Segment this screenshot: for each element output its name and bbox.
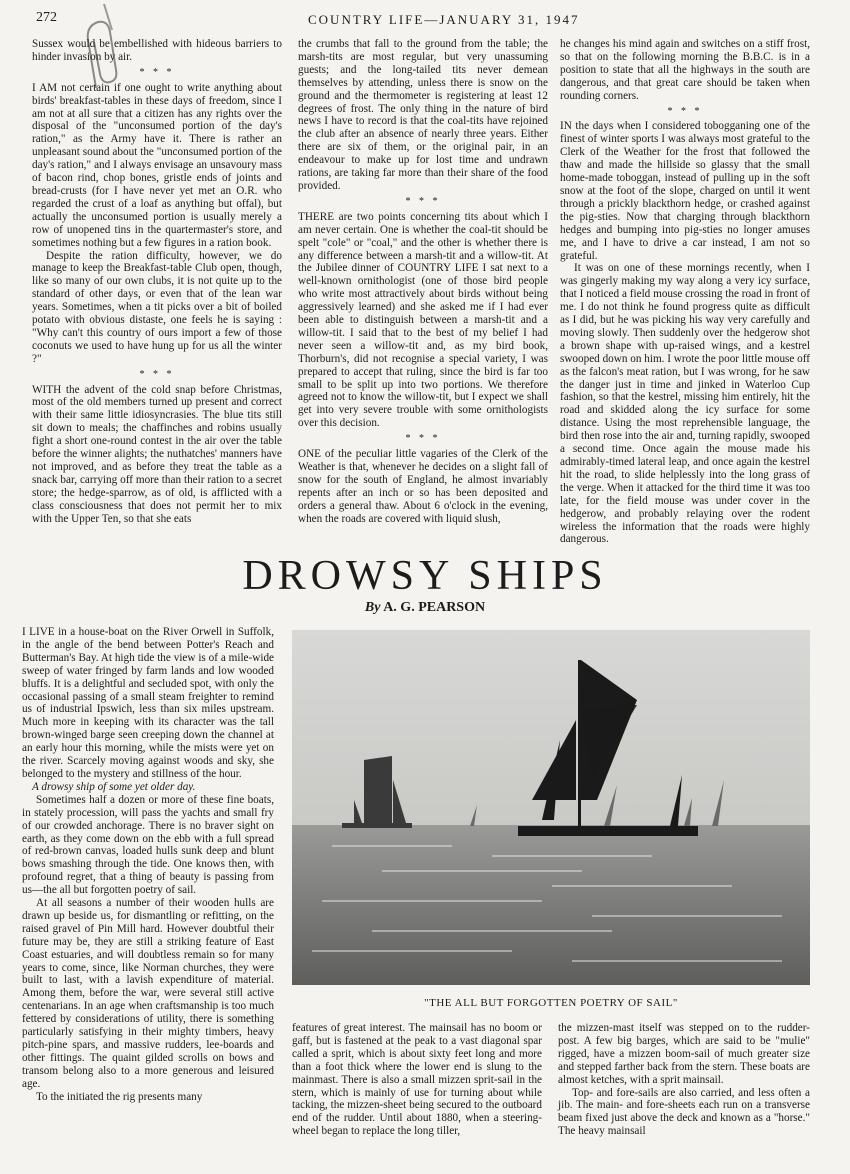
top-column-2 [298, 38, 548, 526]
section-break: * * * [667, 105, 703, 117]
paragraph: the mizzen-mast itself was stepped on to the rudder-post. A few big barges, which are said to be "mulie" rigged, have a mizzen boom-sail of much greater size and stepped farther back from the stern. These boats are almost ketches, with a sprit mainsail. [558, 1022, 810, 1086]
article-column-1 [22, 626, 274, 1146]
paragraph: I LIVE in a house-boat on the River Orwell in Suffolk, in the angle of the bend between Potter's Reach and Butterman's Bay. At high tide the view is of a mile-wide sweep of water fringed by farm lands and low wooded bluffs. It is a delightful and secluded spot, with only the occasional passing of a small steam freighter to remind us of industrial Ipswich, less than six miles upstream. Much more in keeping with its character was the tall brown-winged barge seen creeping down the channel at an early hour this morning, while the mists were yet on the river. Scarcely moving against woods and sky, she belonged to the mystery and stillness of the hour. [22, 626, 274, 780]
byline-by: By [364, 600, 381, 615]
paragraph: Despite the ration difficulty, however, we do manage to keep the Breakfast-table Club open, though, like so many of our own clubs, it is not quite up to the standard of other days, or even that of the lean war years. Sometimes, when a tit picks over a bit of boiled potato with obvious distaste, one feels he is saying : "Why can't this country of ours import a few of those coconuts we used to have hung up for us all the winter ?" [32, 249, 282, 365]
paragraph: IN the days when I considered tobogganing one of the finest of winter sports I was always most grateful to the Clerk of the Weather for the frost that followed the thaw and made the hillside so glassy that the small home-made toboggan, instead of pulling up in the soft snow at the foot of the slope, charged on until it went through a prickly blackthorn hedge, or crashed against the pig-sties. Now that charging through blackthorn hedges and bumping into pig-sties no longer amuses me, and I have to drive a car instead, I am not so grateful. [560, 120, 810, 262]
paragraph: Top- and fore-sails are also carried, and less often a jib. The main- and fore-sheets each run on a transverse beam fixed just above the deck and known as a "horse." The heavy mainsail [558, 1086, 810, 1138]
italic-quote: A drowsy ship of some yet older day. [32, 780, 196, 793]
paragraph: To the initiated the rig presents many [36, 1090, 203, 1103]
paragraph: features of great interest. The mainsail has no boom or gaff, but is fastened at the peak to a vast diagonal spar called a sprit, which is about sixty feet long and more than a foot thick where the lower end is slung to the mainmast. There is also a small mizzen sprit-sail in the stern, which is mainly of use for turning about while tacking, the mizzen-sheet being secured to the outboard end of the rudder. Until about 1880, when a steering-wheel began to replace the long tiller, [292, 1022, 542, 1138]
paragraph: At all seasons a number of their wooden hulls are drawn up beside us, for dismantling or refitting, on the raised gravel of Pin Mill hard. However doubtful their future may be, they are still a striking feature of East Coast estuaries, and will doubtless remain so for many years to come, since, like Norman churches, they were built to last, with a lavish expenditure of material. Among them, before the war, were several still active centenarians. In an age when craftsmanship is too much fettered by considerations of utility, there is something particularly satisfying in their mighty timbers, heavy pitch-pine spars, and massive rudders, lee-boards and other fittings. The quaint gilded scrolls on bows and transom belong also to a more generous and leisured age. [22, 897, 274, 1090]
top-column-3 [560, 38, 810, 546]
sailing-barges-photo [292, 630, 810, 985]
article-column-2 [292, 1022, 542, 1138]
running-head: COUNTRY LIFE—JANUARY 31, 1947 [308, 12, 580, 27]
paragraph: I AM not certain if one ought to write anything about birds' breakfast-tables in these days of freedom, since I am not at all sure that a citizen has any rights over the disposal of the "unconsumed portion of the day's ration," as the Army have it. There is rather an unpleasant sound about the "unconsumed portion of the day's ration," and I always envisage an unsavoury mass of bacon rind, chop bones, gristle ends of joints and bread-crusts (for I have never yet met an O.R. who regarded the crust of a loaf as anything but offal), but actually the unconsumed portion is usually merely a row of unopened tins in the quartermaster's store, and sometimes nothing but a few figures in a ration book. [32, 81, 282, 249]
paragraph: Sussex would be embellished with hideous barriers to hinder invasion by air. [32, 38, 282, 63]
paragraph: ONE of the peculiar little vagaries of the Clerk of the Weather is that, whenever he decides on a slight fall of snow for the south of England, he almost invariably repents after an inch or so has been deposited and orders a general thaw. About 6 o'clock in the evening, when the roads are covered with liquid slush, [298, 448, 548, 525]
byline [0, 600, 850, 616]
photo-caption: "THE ALL BUT FORGOTTEN POETRY OF SAIL" [424, 997, 678, 1009]
byline-author: A. G. PEARSON [383, 600, 486, 615]
paragraph: he changes his mind again and switches on a stiff frost, so that on the following morning the B.B.C. is in a position to state that all the highways in the south are dangerous, and that great care should be taken when rounding corners. [560, 38, 810, 102]
page-number: 272 [36, 10, 57, 25]
page-header [36, 8, 814, 30]
section-break: * * * [405, 195, 441, 207]
section-break: * * * [139, 66, 175, 78]
paragraph: the crumbs that fall to the ground from the table; the marsh-tits are most regular, but very unassuming guests; and the long-tailed tits never demean themselves by attending, unless there is snow on the ground and the thermometer is registering at least 12 degrees of frost. The only thing in the nature of bird news I have to record is that the coal-tits have rejoined the club after an absence of nearly three years. Either there are six of them, or the original pair, in an endeavour to make up for lost time and undrawn rations, are taking far more than their share of the food provided. [298, 38, 548, 192]
section-break: * * * [139, 368, 175, 380]
paragraph: THERE are two points concerning tits about which I am never certain. One is whether the coal-tit should be spelt "cole" or "coal," and the other is whether there is any difference between a marsh-tit and a willow-tit. At the Jubilee dinner of COUNTRY LIFE I sat next to a well-known ornithologist (one of those bird people who write most attractively about birds without being aggressively learned) and she asked me if I had ever been able to distinguish between a marsh-tit and a willow-tit. I said that to the best of my belief I had never seen a willow-tit and, as my bird book, Thorburn's, did not recognise a special variety, I was prepared to accept that ruling, since the bird is far too small to be split up into two portions. We therefore agreed not to know the willow-tit, but I expect we shall get into very severe trouble with some ornithologists over this decision. [298, 210, 548, 430]
paragraph: It was on one of these mornings recently, when I was gingerly making my way along a very icy surface, that I noticed a field mouse crossing the road in front of me. I do not think he found progress quite as difficult as I did, but he was picking his way very carefully and moving slowly. Then suddenly over the hedgerow shot a brown shape with up-raised wings, and a kestrel swooped down on him. I wrote the poor little mouse off as the falcon's meat ration, but I was wrong, for he saw the danger just in time and jinked in Waterloo Cup fashion, so that the kestrel, missing him entirely, hit the road and skidded along the icy surface for some distance. Using the most reprehensible language, the bird then rose into the air and, turning rapidly, swooped a second time. Once again the mouse made his admirably-timed lateral leap, and once again the kestrel hit the road, to slide helplessly into the long grass of the verge. When it attacked for the third time it was too late, for the field mouse was under cover in the hedgerow, and probably relaying over the rodent wireless the information that the roads were highly dangerous. [560, 262, 810, 546]
paragraph: Sometimes half a dozen or more of these fine boats, in stately procession, will pass the yachts and small fry of our crowded anchorage. There is no braver sight on earth, as they come down on the ebb with a full spread of red-brown canvas, loaded hulls sunk deep and blunt bows smashing through the tide. One knows then, with profound regret, that a thing of beauty is passing from us—the all but forgotten poetry of sail. [22, 793, 274, 897]
top-column-1 [32, 38, 282, 526]
section-break: * * * [405, 433, 441, 445]
article-title: DROWSY SHIPS [242, 553, 608, 599]
article-column-3 [558, 1022, 810, 1138]
paragraph: WITH the advent of the cold snap before Christmas, most of the old members turned up present and correct with their same little idiosyncrasies. The blue tits still sit down to meals; the chaffinches and robins usually fight a short one-round contest in the air over the table before the winner alights; the nuthatches' manners have not improved, and as before they treat the table as a snack bar, carrying off more than their ration to a secret store; the hedge-sparrow, as of old, is afflicted with a class consciousness that does not permit her to mix with the Upper Ten, so that she eats [32, 383, 282, 525]
